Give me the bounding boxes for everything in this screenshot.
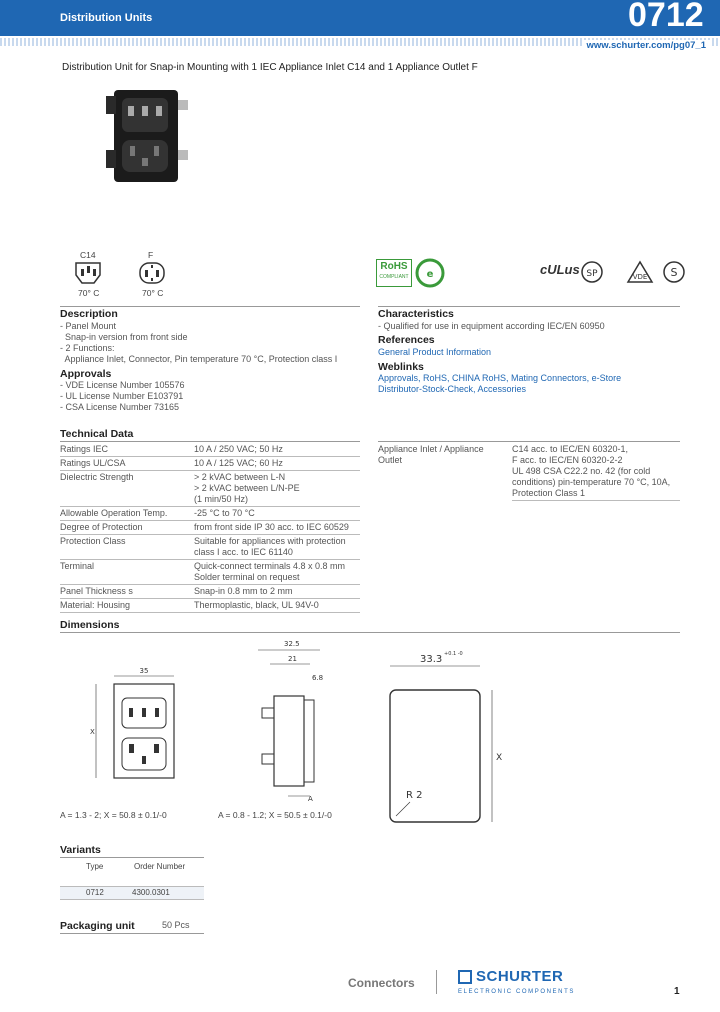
table-row — [60, 886, 204, 900]
product-code: 0712 — [628, 0, 704, 34]
svg-text:S: S — [670, 266, 678, 279]
svg-text:33.3: 33.3 — [420, 654, 443, 665]
tech-rule-right — [378, 441, 680, 442]
variant-order-number: 4300.0301 — [132, 888, 170, 897]
product-subtitle: Distribution Unit for Snap-in Mounting with 1 IEC Appliance Inlet C14 and 1 Appliance Outlet F — [62, 62, 478, 73]
variants-col-type: Type — [86, 862, 104, 871]
connector-f-temp: 70° C — [142, 288, 164, 298]
china-rohs-icon — [414, 258, 446, 288]
footer-category: Connectors — [348, 976, 415, 990]
dimensions-rule — [60, 632, 680, 633]
svg-text:X: X — [90, 728, 95, 736]
svg-text:+0.1 -0: +0.1 -0 — [444, 651, 463, 657]
svg-text:32.5: 32.5 — [284, 640, 300, 648]
variant-type: 0712 — [86, 888, 104, 897]
footer-brand: SCHURTER — [476, 968, 564, 985]
panel-cutout-drawing — [380, 640, 520, 830]
rohs-logo: RoHS COMPLIANT — [376, 259, 412, 287]
variants-col-order: Order Number — [134, 862, 186, 871]
characteristics-text: - Qualified for use in equipment according IEC/EN 60950 — [378, 321, 605, 331]
tech-row: Appliance Inlet / Appliance Outlet C14 acc. to IEC/EN 60320-1, F acc. to IEC/EN 60320-2-2 UL 498 CSA C22.2 no. 42 (for cold conditions) pin-temperature 70 °C, 10A, Protection Class 1 — [378, 443, 680, 501]
front-caption: A = 1.3 - 2; X = 50.8 ± 0.1/-0 — [60, 810, 167, 820]
tech-row: Degree of Protection from front side IP 30 acc. to IEC 60529 — [60, 521, 360, 535]
weblinks-line1[interactable]: Approvals, RoHS, CHINA RoHS, Mating Connectors, e-Store — [378, 373, 622, 383]
front-view-drawing — [84, 660, 194, 810]
svg-text:35: 35 — [139, 667, 149, 675]
side-caption: A = 0.8 - 1.2; X = 50.5 ± 0.1/-0 — [218, 810, 332, 820]
svg-text:21: 21 — [288, 655, 297, 663]
svg-text:X: X — [496, 753, 503, 763]
tech-row: Terminal Quick-connect terminals 4.8 x 0.8 mm Solder terminal on request — [60, 560, 360, 585]
tech-row: Panel Thickness s Snap-in 0.8 mm to 2 mm — [60, 585, 360, 599]
weblinks-title: Weblinks — [378, 361, 424, 373]
svg-text:SP: SP — [586, 269, 598, 279]
svg-text:R 2: R 2 — [406, 790, 423, 801]
product-photo — [100, 84, 200, 190]
side-view-drawing — [230, 636, 340, 812]
description-text: - Panel Mount Snap-in version from front side - 2 Functions: Appliance Inlet, Connector, Pin temperature 70 °C, Protection class I — [60, 321, 338, 364]
connector-c14-label: C14 — [80, 250, 96, 260]
connector-f-label: F — [148, 250, 154, 260]
tech-row: Ratings UL/CSA 10 A / 125 VAC; 60 Hz — [60, 457, 360, 471]
svg-text:A: A — [308, 795, 313, 803]
c14-symbol-icon — [72, 260, 104, 286]
tech-row: Protection Class Suitable for appliances with protection class I acc. to IEC 61140 — [60, 535, 360, 560]
tech-row: Dielectric Strength > 2 kVAC between L-N > 2 kVAC between L/N-PE (1 min/50 Hz) — [60, 471, 360, 507]
section-title: Distribution Units — [60, 12, 153, 24]
variants-title: Variants — [60, 844, 101, 856]
packaging-value: 50 Pcs — [162, 920, 190, 930]
technical-data-table-right — [378, 443, 680, 501]
s-mark-icon — [662, 260, 686, 284]
dimensions-title: Dimensions — [60, 619, 120, 631]
tech-rule-left — [60, 441, 360, 442]
variants-rule — [60, 857, 204, 858]
svg-text:e: e — [426, 269, 434, 280]
characteristics-title: Characteristics — [378, 308, 454, 320]
packaging-rule — [60, 933, 204, 934]
tech-row: Ratings IEC 10 A / 250 VAC; 50 Hz — [60, 443, 360, 457]
technical-data-title: Technical Data — [60, 428, 134, 440]
cul-logo: cULus — [540, 262, 580, 277]
page-number: 1 — [674, 986, 680, 997]
f-symbol-icon — [136, 260, 168, 286]
footer-brand-sub: ELECTRONIC COMPONENTS — [458, 989, 575, 995]
separator-right — [378, 306, 680, 307]
vde-logo-icon — [626, 260, 654, 284]
approvals-text: - VDE License Number 105576 - UL License Number E103791 - CSA License Number 73165 — [60, 380, 185, 412]
tech-row: Allowable Operation Temp. -25 °C to 70 °C — [60, 507, 360, 521]
connector-c14-temp: 70° C — [78, 288, 100, 298]
technical-data-table — [60, 443, 360, 613]
svg-text:6.8: 6.8 — [312, 674, 324, 682]
weblinks-line2[interactable]: Distributor-Stock-Check, Accessories — [378, 384, 527, 394]
tech-row: Material: Housing Thermoplastic, black, UL 94V-0 — [60, 599, 360, 613]
product-url-link[interactable]: www.schurter.com/pg07_1 — [583, 40, 711, 51]
description-title: Description — [60, 308, 118, 320]
packaging-title: Packaging unit — [60, 920, 135, 932]
separator-left — [60, 306, 360, 307]
svg-text:VDE: VDE — [632, 273, 648, 281]
schurter-logo-icon — [458, 970, 472, 984]
footer-divider — [436, 970, 437, 994]
approvals-title: Approvals — [60, 368, 112, 380]
references-title: References — [378, 334, 435, 346]
csa-logo-icon — [580, 260, 604, 284]
general-product-info-link[interactable]: General Product Information — [378, 347, 492, 357]
